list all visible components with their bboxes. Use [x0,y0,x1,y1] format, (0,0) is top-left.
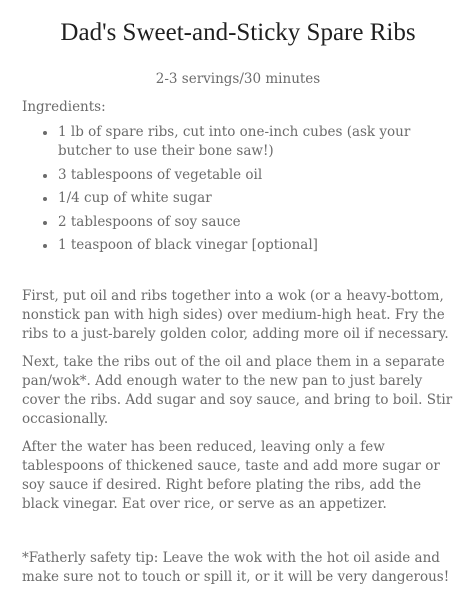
ingredient-item: 1 teaspoon of black vinegar [optional] [58,236,454,255]
safety-tip: *Fatherly safety tip: Leave the wok with the hot oil aside and make sure not to touch or spill it, or it will be very dangerous! [22,550,450,585]
instructions [22,287,454,514]
instruction-step: First, put oil and ribs together into a wok (or a heavy-bottom, nonstick pan with high sides) over medium-high heat. Fry the ribs to a just-barely golden color, adding more oil if necessary. [22,288,449,342]
recipe-title: Dad's Sweet-and-Sticky Spare Ribs [60,19,416,46]
ingredient-item: 1 lb of spare ribs, cut into one-inch cubes (ask your butcher to use their bone saw!) [58,123,454,161]
servings-time: 2-3 servings/30 minutes [155,71,321,87]
instruction-step: Next, take the ribs out of the oil and place them in a separate pan/wok*. Add enough water to the new pan to just barely cover the ribs. Add sugar and soy sauce, and bring to boil. Stir occasionally. [22,354,453,427]
instruction-step: After the water has been reduced, leaving only a few tablespoons of thickened sauce, taste and add more sugar or soy sauce if desired. Right before plating the ribs, add the black vinegar. Eat over rice, or serve as an appetizer. [22,439,440,512]
ingredient-item: 3 tablespoons of vegetable oil [58,166,454,185]
ingredients-list [22,123,454,255]
ingredient-item: 2 tablespoons of soy sauce [58,213,454,232]
ingredients-label: Ingredients: [22,99,106,115]
ingredient-item: 1/4 cup of white sugar [58,189,454,208]
